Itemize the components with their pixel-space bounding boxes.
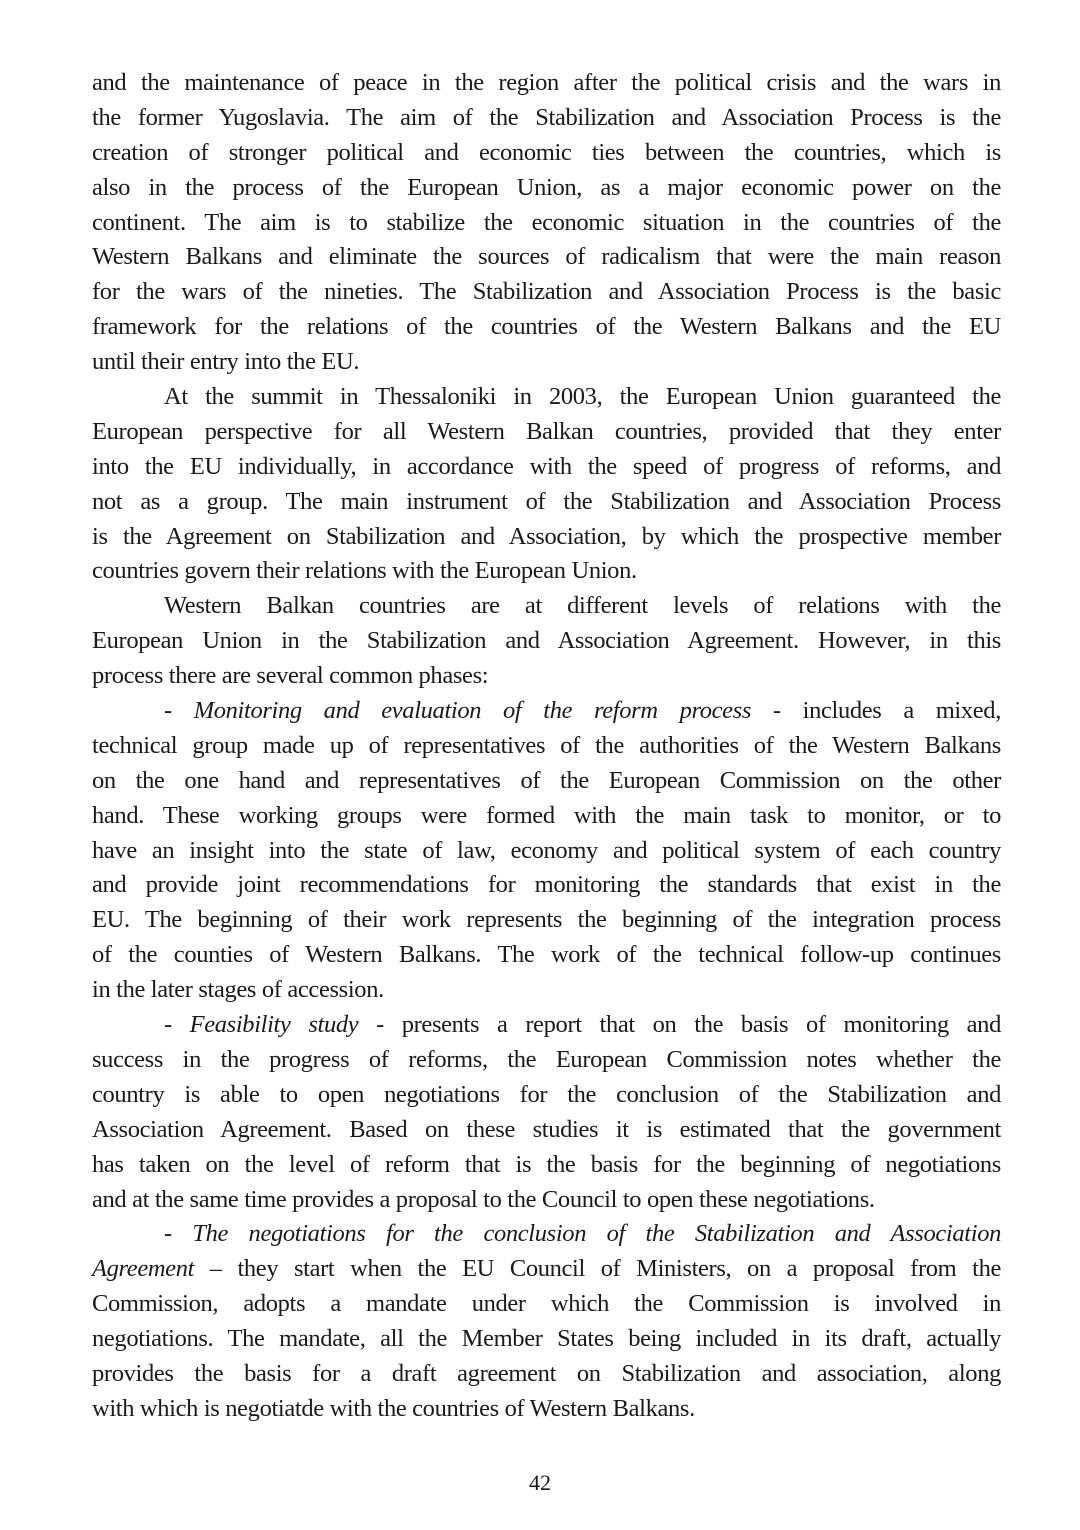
- phase-title-feasibility: Feasibility study: [189, 1011, 359, 1039]
- paragraph-2: [92, 380, 1001, 589]
- text-line: into the EU individually, in accordance with the speed of progress of reforms, and: [92, 452, 1001, 480]
- text-line: and the maintenance of peace in the region after the political crisis and the wars in: [92, 69, 1001, 96]
- text-line: has taken on the level of reform that is the basis for the beginning of negotiations: [92, 1150, 1001, 1178]
- text-line: also in the process of the European Union, as a major economic power on the: [92, 173, 1001, 201]
- text-line: Commission, adopts a mandate under which the Commission is involved in: [92, 1290, 1001, 1318]
- phase-title-negotiations-cont: Agreement: [92, 1255, 195, 1283]
- text-line: framework for the relations of the countries of the Western Balkans and the EU: [92, 313, 1001, 341]
- text-line: have an insight into the state of law, economy and political system of each country: [92, 836, 1001, 864]
- text-line: country is able to open negotiations for the conclusion of the Stabilization and: [92, 1080, 1001, 1108]
- text-line: European perspective for all Western Balkan countries, provided that they enter: [92, 417, 1001, 445]
- text-line: continent. The aim is to stabilize the economic situation in the countries of the: [92, 208, 1001, 236]
- phase-title-negotiations: The negotiations for the conclusion of the Stabilization and Association: [192, 1220, 1001, 1248]
- text-line: success in the progress of reforms, the European Commission notes whether the: [92, 1045, 1001, 1073]
- phase-feasibility-paragraph: [92, 1008, 1001, 1217]
- text-line: not as a group. The main instrument of the Stabilization and Association Process: [92, 487, 1001, 515]
- phase-monitoring-paragraph: [92, 694, 1001, 1008]
- dash: -: [164, 1220, 193, 1248]
- paragraph-1: [92, 66, 1001, 380]
- text-line: Western Balkan countries are at different levels of relations with the: [164, 592, 1001, 620]
- text-line: EU. The beginning of their work represents the beginning of the integration process: [92, 906, 1001, 934]
- dash: -: [164, 697, 194, 725]
- text-line: of the counties of Western Balkans. The work of the technical follow-up continues: [92, 941, 1001, 969]
- text-line: countries govern their relations with the European Union.: [92, 557, 637, 585]
- text-run: – they start when the EU Council of Ministers, on a proposal from the: [194, 1255, 1001, 1283]
- phase-negotiations-paragraph: [92, 1217, 1001, 1426]
- phase-title-monitoring: Monitoring and evaluation of the reform process: [193, 697, 752, 725]
- text-line: on the one hand and representatives of the European Commission on the other: [92, 766, 1001, 794]
- text-line: negotiations. The mandate, all the Member States being included in its draft, actually: [92, 1325, 1001, 1353]
- text-line: the former Yugoslavia. The aim of the Stabilization and Association Process is the: [92, 103, 1001, 131]
- text-line: process there are several common phases:: [92, 662, 489, 690]
- text-line: [92, 1008, 1001, 1043]
- text-line: technical group made up of representatives of the authorities of the Western Balkans: [92, 731, 1001, 759]
- document-page: [92, 66, 1001, 1427]
- page-number: 42: [529, 1470, 551, 1495]
- text-run: - includes a mixed,: [751, 697, 1001, 725]
- text-line: with which is negotiatde with the countries of Western Balkans.: [92, 1394, 695, 1422]
- text-line: and at the same time provides a proposal to the Council to open these negotiations.: [92, 1185, 875, 1213]
- text-run: - presents a report that on the basis of monitoring and: [358, 1011, 1001, 1039]
- text-line: [92, 1217, 1001, 1252]
- text-line: and provide joint recommendations for monitoring the standards that exist in the: [92, 871, 1001, 899]
- dash: -: [164, 1011, 190, 1039]
- text-line: European Union in the Stabilization and Association Agreement. However, in this: [92, 627, 1001, 655]
- text-line: [92, 1252, 1001, 1287]
- text-line: Western Balkans and eliminate the sources of radicalism that were the main reason: [92, 243, 1001, 271]
- text-line: until their entry into the EU.: [92, 348, 360, 376]
- text-line: provides the basis for a draft agreement on Stabilization and association, along: [92, 1359, 1001, 1387]
- text-line: [92, 694, 1001, 729]
- text-line: Association Agreement. Based on these studies it is estimated that the government: [92, 1115, 1001, 1143]
- text-line: At the summit in Thessaloniki in 2003, the European Union guaranteed the: [164, 383, 1001, 411]
- text-line: is the Agreement on Stabilization and Association, by which the prospective member: [92, 522, 1001, 550]
- text-line: for the wars of the nineties. The Stabilization and Association Process is the basic: [92, 278, 1001, 306]
- text-line: in the later stages of accession.: [92, 976, 384, 1004]
- text-line: hand. These working groups were formed with the main task to monitor, or to: [92, 801, 1001, 829]
- paragraph-3: [92, 589, 1001, 694]
- text-line: creation of stronger political and economic ties between the countries, which is: [92, 138, 1001, 166]
